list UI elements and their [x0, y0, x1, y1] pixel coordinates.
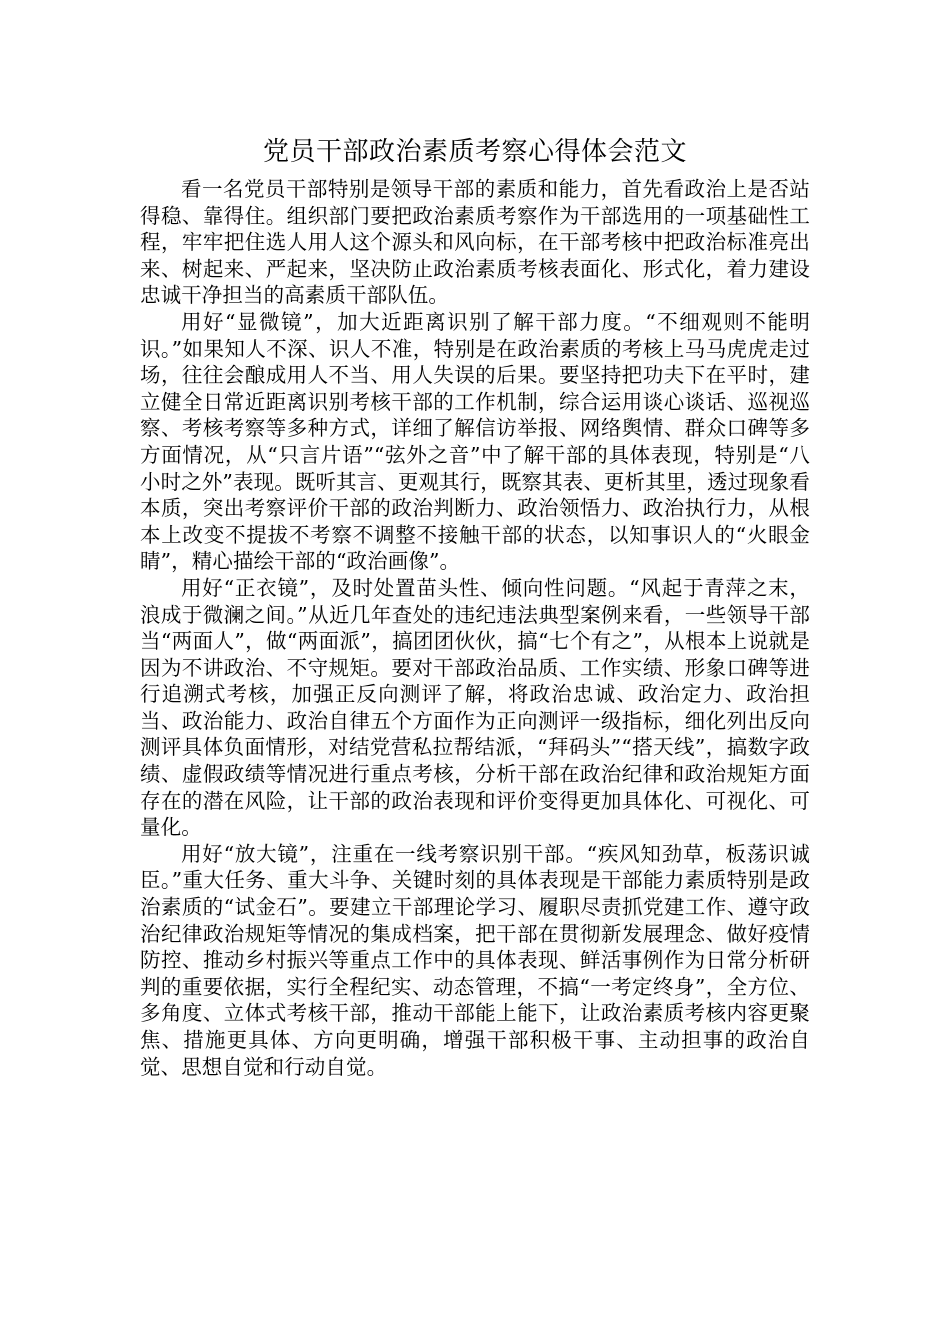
document-title: 党员干部政治素质考察心得体会范文 — [262, 137, 687, 167]
document-page — [140, 132, 810, 1080]
paragraph-magnifier: 用好“放大镜”，注重在一线考察识别干部。“疾风知劲草，板荡识诚臣。”重大任务、重大斗争、关键时刻的具体表现是干部能力素质特别是政治素质的“试金石”。要建立干部理论学习、履职尽责抓党建工作、遵守政治纪律政治规矩等情况的集成档案，把干部在贯彻新发展理念、做好疫情防控、推动乡村振兴等重点工作中的具体表现、鲜活事例作为日常分析研判的重要依据，实行全程纪实、动态管理，不搞“一考定终身”，全方位、多角度、立体式考核干部，推动干部能上能下，让政治素质考核内容更聚焦、措施更具体、方向更明确，增强干部积极干事、主动担事的政治自觉、思想自觉和行动自觉。 — [140, 841, 810, 1079]
paragraph-mirror: 用好“正衣镜”，及时处置苗头性、倾向性问题。“风起于青萍之末，浪成于微澜之间。”从近几年查处的违纪违法典型案例来看，一些领导干部当“两面人”，做“两面派”，搞团团伙伙，搞“七个有之”，从根本上说就是因为不讲政治、不守规矩。要对干部政治品质、工作实绩、形象口碑等进行追溯式考核，加强正反向测评了解，将政治忠诚、政治定力、政治担当、政治能力、政治自律五个方面作为正向测评一级指标，细化列出反向测评具体负面情形，对结党营私拉帮结派，“拜码头”“搭天线”，搞数字政绩、虚假政绩等情况进行重点考核，分析干部在政治纪律和政治规矩方面存在的潜在风险，让干部的政治表现和评价变得更加具体化、可视化、可量化。 — [140, 575, 810, 840]
paragraph-intro: 看一名党员干部特别是领导干部的素质和能力，首先看政治上是否站得稳、靠得住。组织部门要把政治素质考察作为干部选用的一项基础性工程，牢牢把住选人用人这个源头和风向标，在干部考核中把政治标准亮出来、树起来、严起来，坚决防止政治素质考核表面化、形式化，着力建设忠诚干净担当的高素质干部队伍。 — [140, 177, 810, 308]
paragraph-microscope: 用好“显微镜”，加大近距离识别了解干部力度。“不细观则不能明识。”如果知人不深、识人不准，特别是在政治素质的考核上马马虎虎走过场，往往会酿成用人不当、用人失误的后果。要坚持把功夫下在平时，建立健全日常近距离识别考核干部的工作机制，综合运用谈心谈话、巡视巡察、考核考察等多种方式，详细了解信访举报、网络舆情、群众口碑等多方面情况，从“只言片语”“弦外之音”中了解干部的具体表现，特别是“八小时之外”表现。既听其言、更观其行，既察其表、更析其里，透过现象看本质，突出考察评价干部的政治判断力、政治领悟力、政治执行力，从根本上改变不提拔不考察不调整不接触干部的状态，以知事识人的“火眼金睛”，精心描绘干部的“政治画像”。 — [140, 309, 810, 574]
